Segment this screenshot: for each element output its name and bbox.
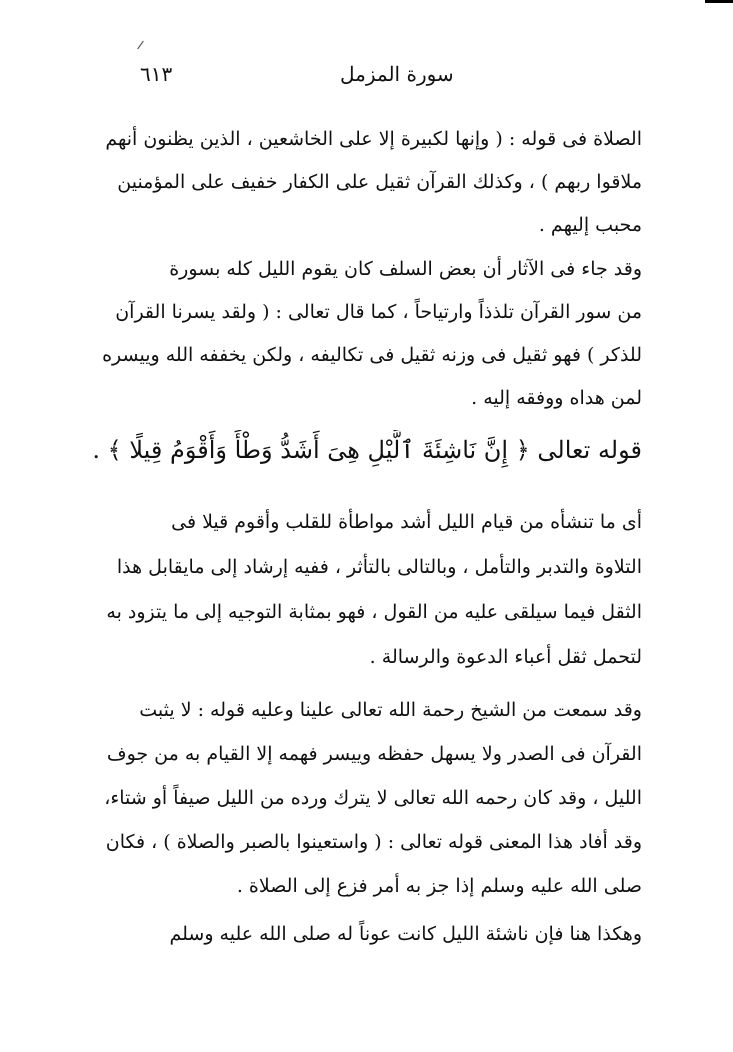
page-number: ٦١٣ <box>140 62 173 86</box>
pencil-tick-mark <box>137 41 144 50</box>
page-header <box>140 62 560 92</box>
text-line: الصلاة فى قوله : ( وإنها لكبيرة إلا على الخاشعين ، الذين يظنون أنهم <box>105 128 642 150</box>
text-line: لمن هداه ووفقه إليه . <box>471 387 642 409</box>
text-line: ملاقوا ربهم ) ، وكذلك القرآن ثقيل على الكفار خفيف على المؤمنين <box>117 171 642 193</box>
text-line: للذكر ) فهو ثقيل فى وزنه ثقيل فى تكاليفه ، ولكن يخففه الله وييسره <box>102 344 642 366</box>
surah-title: سورة المزمل <box>340 62 454 86</box>
paragraph-4 <box>92 688 642 908</box>
text-line: وقد سمعت من الشيخ رحمة الله تعالى علينا وعليه قوله : لا يثبت <box>139 699 642 721</box>
text-line: لتحمل ثقل أعباء الدعوة والرسالة . <box>369 646 642 668</box>
text-line: وقد أفاد هذا المعنى قوله تعالى : ( واستعينوا بالصبر والصلاة ) ، فكان <box>105 831 642 853</box>
text-line: الليل ، وقد كان رحمه الله تعالى لا يترك ورده من الليل صيفاً أو شتاء، <box>104 787 642 809</box>
text-line: القرآن فى الصدر ولا يسهل حفظه وييسر فهمه إلا القيام به من جوف <box>106 743 642 765</box>
paragraph-3 <box>92 500 642 680</box>
verse-line: قوله تعالى ﴿ إِنَّ نَاشِئَةَ ٱلَّيْلِ هِىَ أَشَدُّ وَطْأً وَأَقْوَمُ قِيلًا ﴾ . <box>92 436 642 464</box>
paragraph-5 <box>92 912 642 956</box>
text-line: وهكذا هنا فإن ناشئة الليل كانت عوناً له صلى الله عليه وسلم <box>169 923 642 945</box>
paragraph-2 <box>92 248 642 420</box>
text-line: محبب إليهم . <box>538 214 642 236</box>
verse-heading <box>92 430 642 470</box>
paragraph-1 <box>92 118 642 247</box>
text-line: أى ما تنشأه من قيام الليل أشد مواطأة للقلب وأقوم قيلا فى <box>171 511 642 533</box>
text-line: من سور القرآن تلذذاً وارتياحاً ، كما قال تعالى : ( ولقد يسرنا القرآن <box>115 301 642 323</box>
text-line: الثقل فيما سيلقى عليه من القول ، فهو بمثابة التوجيه إلى ما يتزود به <box>106 601 642 623</box>
text-line: التلاوة والتدبر والتأمل ، وبالتالى بالتأثر ، ففيه إرشاد إلى مايقابل هذا <box>116 556 642 578</box>
text-line: وقد جاء فى الآثار أن بعض السلف كان يقوم الليل كله بسورة <box>169 258 642 280</box>
scan-edge-mark <box>705 0 733 3</box>
text-line: صلى الله عليه وسلم إذا جز به أمر فزع إلى الصلاة . <box>236 875 642 897</box>
